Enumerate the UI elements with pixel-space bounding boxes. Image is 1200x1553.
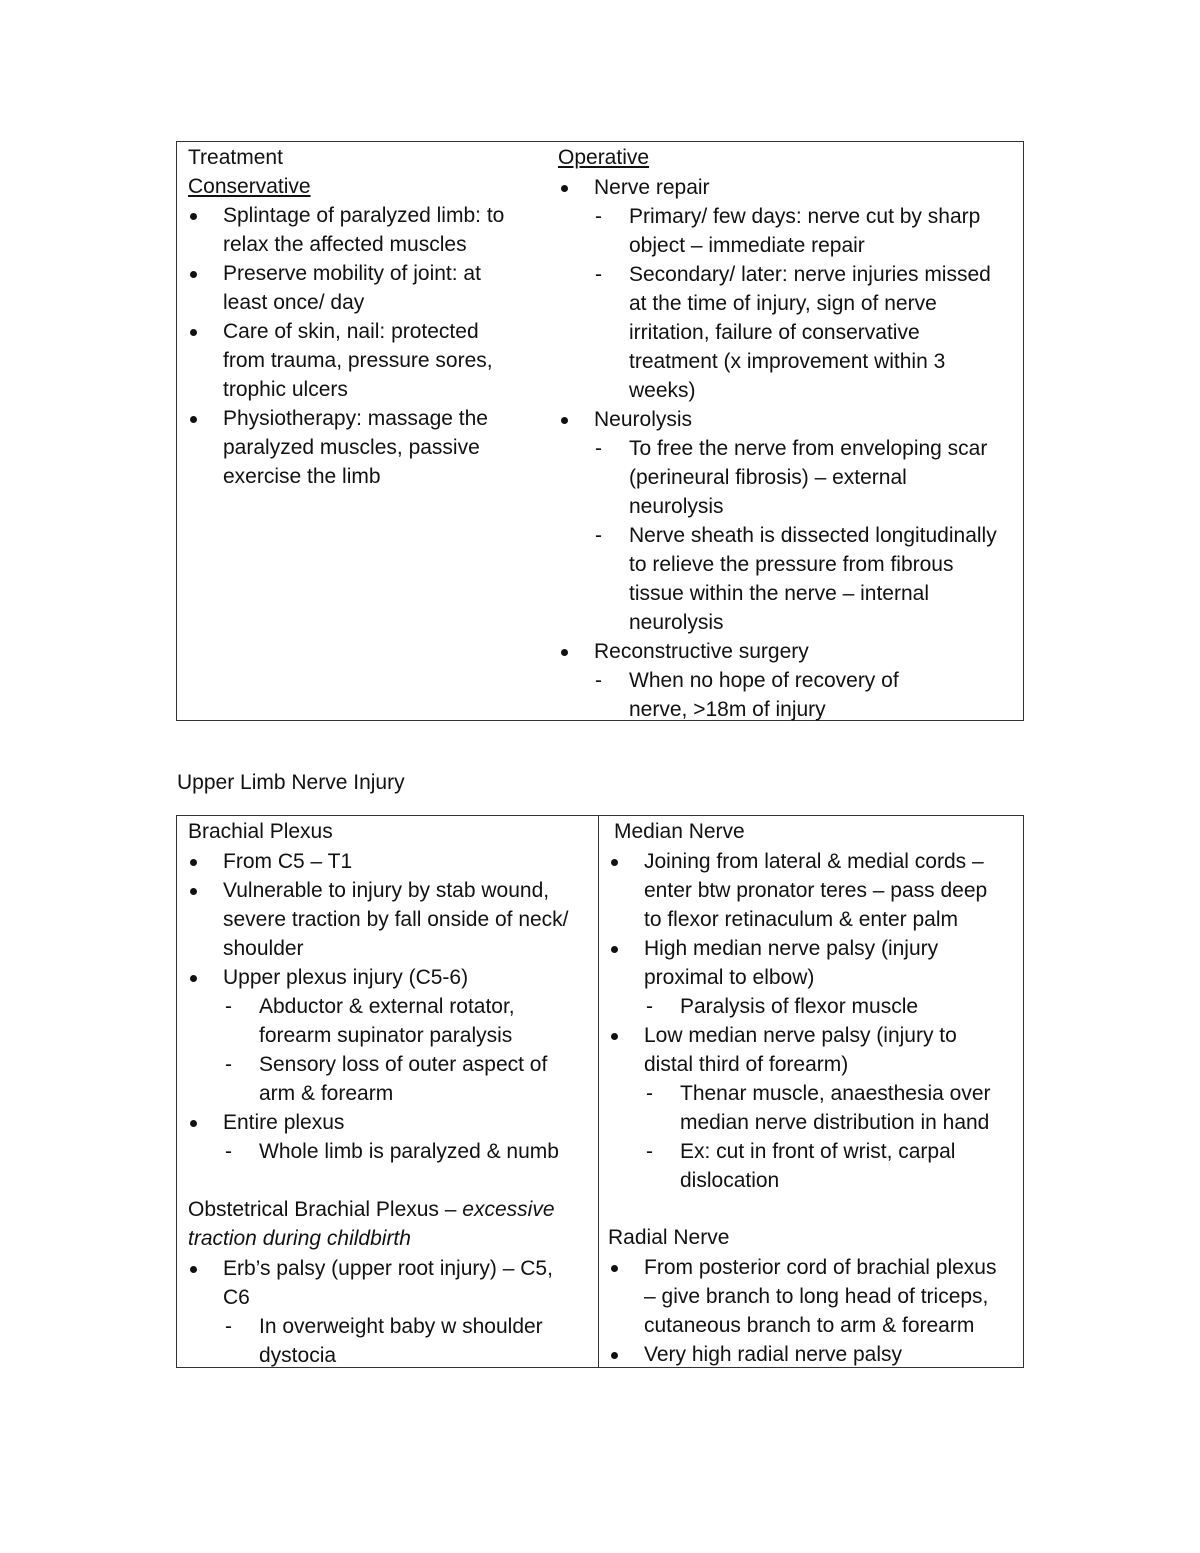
dash-icon: - <box>225 1053 232 1076</box>
sub-item: Primary/ few days: nerve cut by sharp <box>629 205 981 228</box>
sub-item: irritation, failure of conservative <box>629 321 920 344</box>
treatment-operative-cell <box>547 142 1025 720</box>
list-item: to flexor retinaculum & enter palm <box>644 908 958 931</box>
bullet-icon <box>561 185 568 192</box>
list-item: Reconstructive surgery <box>594 640 809 663</box>
list-item: severe traction by fall onside of neck/ <box>223 908 569 931</box>
sub-item: dystocia <box>259 1344 337 1367</box>
list-item: Physiotherapy: massage the <box>223 407 488 430</box>
dash-icon: - <box>225 1315 232 1338</box>
sub-item: tissue within the nerve – internal <box>629 582 929 605</box>
sub-item: (perineural fibrosis) – external <box>629 466 907 489</box>
list-item: paralyzed muscles, passive <box>223 436 480 459</box>
list-item: Care of skin, nail: protected <box>223 320 479 343</box>
sub-item: dislocation <box>680 1169 780 1192</box>
dash-icon: - <box>646 995 653 1018</box>
bullet-icon <box>190 888 197 895</box>
sub-item: forearm supinator paralysis <box>259 1024 513 1047</box>
list-item: Preserve mobility of joint: at <box>223 262 481 285</box>
brachial-plexus-cell <box>177 816 598 1367</box>
sub-item: Paralysis of flexor muscle <box>680 995 919 1018</box>
sub-item: neurolysis <box>629 495 724 518</box>
list-item: Nerve repair <box>594 176 710 199</box>
sub-item: median nerve distribution in hand <box>680 1111 990 1134</box>
bullet-icon <box>190 859 197 866</box>
obstetrical-title: Obstetrical Brachial Plexus – <box>188 1198 463 1221</box>
list-item: cutaneous branch to arm & forearm <box>644 1314 975 1337</box>
bullet-icon <box>190 329 197 336</box>
sub-item: Ex: cut in front of wrist, carpal <box>680 1140 956 1163</box>
list-item: trophic ulcers <box>223 378 348 401</box>
cell-title: Median Nerve <box>614 820 745 843</box>
cell-title: Treatment <box>188 146 283 169</box>
list-item: Neurolysis <box>594 408 693 431</box>
sub-item: Nerve sheath is dissected longitudinally <box>629 524 997 547</box>
sub-item: arm & forearm <box>259 1082 394 1105</box>
bullet-icon <box>561 417 568 424</box>
dash-icon: - <box>595 437 602 460</box>
sub-item: nerve, >18m of injury <box>629 698 826 721</box>
treatment-conservative-cell <box>177 142 547 720</box>
upper-limb-table <box>176 815 1024 1368</box>
sub-item: object – immediate repair <box>629 234 865 257</box>
sub-item: treatment (x improvement within 3 <box>629 350 946 373</box>
sub-item: When no hope of recovery of <box>629 669 899 692</box>
list-item: Entire plexus <box>223 1111 345 1134</box>
list-item: exercise the limb <box>223 465 381 488</box>
list-item: Erb’s palsy (upper root injury) – C5, <box>223 1257 553 1280</box>
dash-icon: - <box>646 1140 653 1163</box>
sub-item: Abductor & external rotator, <box>259 995 515 1018</box>
dash-icon: - <box>646 1082 653 1105</box>
sub-item: Whole limb is paralyzed & numb <box>259 1140 559 1163</box>
treatment-table <box>176 141 1024 721</box>
list-item: proximal to elbow) <box>644 966 815 989</box>
list-item: C6 <box>223 1286 250 1309</box>
list-item: Joining from lateral & medial cords – <box>644 850 984 873</box>
cell-subtitle: Conservative <box>188 175 311 198</box>
bullet-icon <box>190 1266 197 1273</box>
median-radial-cell <box>598 816 1025 1367</box>
sub-item: Thenar muscle, anaesthesia over <box>680 1082 991 1105</box>
sub-item: Secondary/ later: nerve injuries missed <box>629 263 991 286</box>
section-title: Upper Limb Nerve Injury <box>177 771 405 794</box>
dash-icon: - <box>595 263 602 286</box>
bullet-icon <box>611 1352 618 1359</box>
bullet-icon <box>190 1120 197 1127</box>
bullet-icon <box>611 1265 618 1272</box>
list-item: from trauma, pressure sores, <box>223 349 493 372</box>
radial-title: Radial Nerve <box>608 1226 730 1249</box>
list-item: enter btw pronator teres – pass deep <box>644 879 988 902</box>
obstetrical-italic: traction during childbirth <box>188 1227 411 1250</box>
obstetrical-heading <box>188 1195 555 1224</box>
bullet-icon <box>190 416 197 423</box>
sub-item: Sensory loss of outer aspect of <box>259 1053 548 1076</box>
list-item: distal third of forearm) <box>644 1053 849 1076</box>
dash-icon: - <box>595 524 602 547</box>
list-item: Vulnerable to injury by stab wound, <box>223 879 550 902</box>
list-item: High median nerve palsy (injury <box>644 937 939 960</box>
bullet-icon <box>611 946 618 953</box>
list-item: Low median nerve palsy (injury to <box>644 1024 957 1047</box>
list-item: Splintage of paralyzed limb: to <box>223 204 505 227</box>
sub-item: neurolysis <box>629 611 724 634</box>
dash-icon: - <box>595 205 602 228</box>
bullet-icon <box>611 1033 618 1040</box>
sub-item: weeks) <box>629 379 696 402</box>
list-item: least once/ day <box>223 291 365 314</box>
list-item: Very high radial nerve palsy <box>644 1343 902 1366</box>
bullet-icon <box>561 649 568 656</box>
bullet-icon <box>190 975 197 982</box>
list-item: Upper plexus injury (C5-6) <box>223 966 469 989</box>
sub-item: To free the nerve from enveloping scar <box>629 437 988 460</box>
bullet-icon <box>611 859 618 866</box>
list-item: – give branch to long head of triceps, <box>644 1285 989 1308</box>
list-item: shoulder <box>223 937 304 960</box>
sub-item: to relieve the pressure from fibrous <box>629 553 954 576</box>
sub-item: In overweight baby w shoulder <box>259 1315 543 1338</box>
sub-item: at the time of injury, sign of nerve <box>629 292 937 315</box>
bullet-icon <box>190 213 197 220</box>
obstetrical-italic: excessive <box>462 1198 555 1221</box>
list-item: relax the affected muscles <box>223 233 467 256</box>
dash-icon: - <box>225 995 232 1018</box>
dash-icon: - <box>225 1140 232 1163</box>
cell-title: Operative <box>558 146 650 169</box>
cell-title: Brachial Plexus <box>188 820 333 843</box>
dash-icon: - <box>595 669 602 692</box>
bullet-icon <box>190 271 197 278</box>
list-item: From posterior cord of brachial plexus <box>644 1256 997 1279</box>
list-item: From C5 – T1 <box>223 850 353 873</box>
